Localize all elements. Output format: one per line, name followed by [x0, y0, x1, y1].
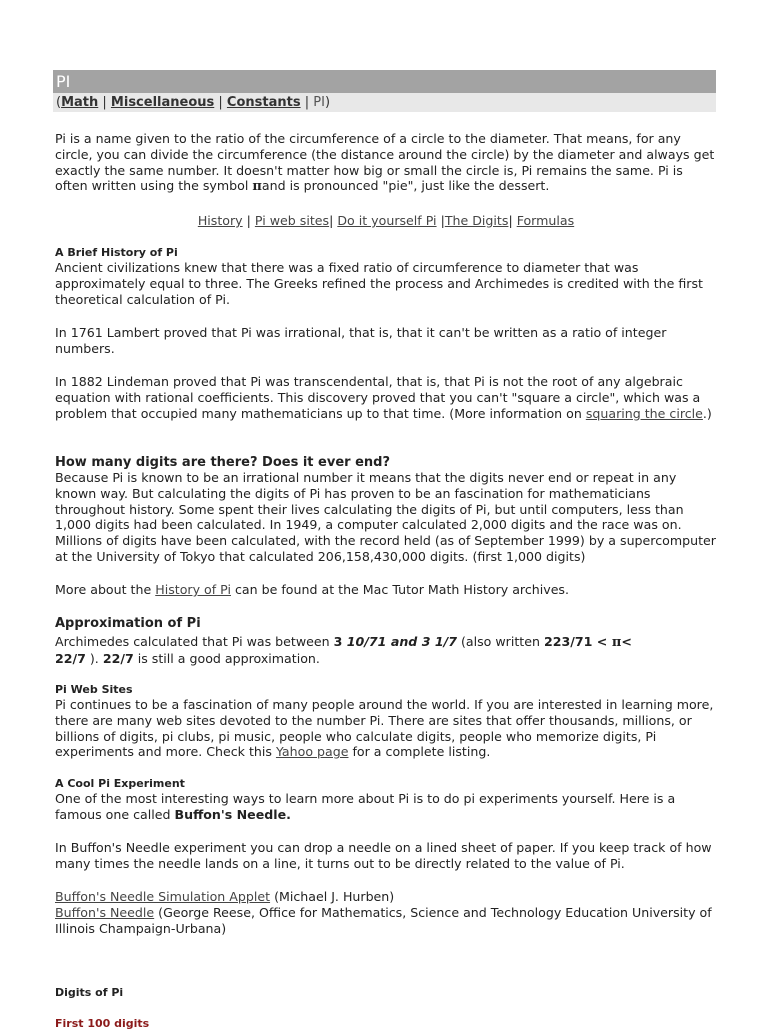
history-paragraph-2: In 1761 Lambert proved that Pi was irrational, that is, that it can't be written as a ratio of integer numbers.: [55, 325, 667, 356]
pi-symbol: π: [252, 179, 262, 195]
buffon-applet-link[interactable]: Buffon's Needle Simulation Applet: [55, 889, 271, 904]
squaring-circle-link[interactable]: squaring the circle: [585, 405, 703, 421]
digits-paragraph: Because Pi is known to be an irrational number it means that the digits never end or repeat in any known way. But calculating the digits of Pi has proven to be an fascination for mathematicians throughout history. Some spent their lives calculating the digits of Pi, but until computers, less than 1,000 digits had been calculated. In 1949, a computer calculated 2,000 digits and the race was on. Millions of digits have been calculated, with the record held (as of September 1999) by a supercomputer at the University of Tokyo that calculated 206,158,430,000 digits. (first 1,000 digits): [55, 470, 716, 564]
digits-heading: How many digits are there? Does it ever end?: [55, 455, 390, 470]
nav-diy-link[interactable]: Do it yourself Pi: [337, 213, 437, 228]
yahoo-page-link[interactable]: Yahoo page: [275, 744, 349, 760]
intro-paragraph: Pi is a name given to the ratio of the circumference of a circle to the diameter. That means, for any circle, you can divide the circumference (the distance around the circle) by the diameter and always get exactly the same number. It doesn't matter how big or small the circle is, Pi remains the same. Pi is often written using the symbol πand is pronounced "pie", just like the dessert.: [55, 131, 715, 195]
websites-paragraph: Pi continues to be a fascination of many people around the world. If you are interested in learning more, there are many web sites devoted to the number Pi. There are sites that offer thousands, millions, or billions of digits, pi clubs, pi music, people who calculate digits, people who memorize digits, Pi experiments and more. Check this Yahoo page for a complete listing.: [55, 697, 714, 760]
experiment-heading: A Cool Pi Experiment: [55, 777, 185, 790]
history-paragraph-3: In 1882 Lindeman proved that Pi was transcendental, that is, that Pi is not the root of any algebraic equation with rational coefficients. This discovery proved that you can't "square a circle", which was a problem that occupied many mathematicians up to that time. (More information on squaring the circle.): [55, 374, 712, 421]
first-100-digits-heading: First 100 digits: [55, 1017, 150, 1030]
experiment-paragraph-1: One of the most interesting ways to learn more about Pi is to do pi experiments yourself. Here is a famous one called Buffon's Needle.: [55, 791, 676, 822]
history-paragraph-1: Ancient civilizations knew that there was a fixed ratio of circumference to diameter that was approximately equal to three. The Greeks refined the process and Archimedes is credited with the first theoretical calculation of Pi.: [55, 260, 703, 307]
breadcrumb-constants-link[interactable]: Constants: [226, 95, 301, 110]
page-title: PI: [53, 70, 716, 93]
nav-digits-link[interactable]: The Digits: [444, 213, 509, 228]
history-more-paragraph: More about the History of Pi can be found at the Mac Tutor Math History archives.: [55, 582, 570, 597]
experiment-links: Buffon's Needle Simulation Applet (Michael J. Hurben) Buffon's Needle (George Reese, Office for Mathematics, Science and Technology Education University of Illinois Champaign-Urbana): [55, 889, 712, 936]
approximation-heading: Approximation of Pi: [55, 616, 201, 631]
digits-of-pi-heading: Digits of Pi: [55, 986, 124, 999]
section-nav: History | Pi web sites| Do it yourself Pi |The Digits| Formulas: [197, 213, 575, 228]
pi-symbol: π: [607, 635, 622, 650]
approximation-paragraph: Archimedes calculated that Pi was between 3 10/71 and 3 1/7 (also written 223/71 < π< 22/7 ). 22/7 is still a good approximation.: [55, 634, 632, 666]
breadcrumb: (Math | Miscellaneous | Constants | PI): [53, 93, 716, 112]
history-of-pi-link[interactable]: History of Pi: [155, 582, 231, 597]
nav-web-sites-link[interactable]: Pi web sites: [254, 213, 330, 228]
websites-heading: Pi Web Sites: [55, 683, 133, 696]
buffon-needle-link[interactable]: Buffon's Needle: [55, 904, 155, 920]
nav-formulas-link[interactable]: Formulas: [516, 213, 575, 228]
breadcrumb-math-link[interactable]: Math: [61, 95, 99, 110]
nav-history-link[interactable]: History: [197, 213, 243, 228]
breadcrumb-current: PI: [313, 95, 325, 110]
breadcrumb-miscellaneous-link[interactable]: Miscellaneous: [110, 95, 215, 110]
history-heading: A Brief History of Pi: [55, 246, 178, 259]
experiment-paragraph-2: In Buffon's Needle experiment you can drop a needle on a lined sheet of paper. If you keep track of how many times the needle lands on a line, it turns out to be directly related to the value of Pi.: [55, 840, 712, 871]
